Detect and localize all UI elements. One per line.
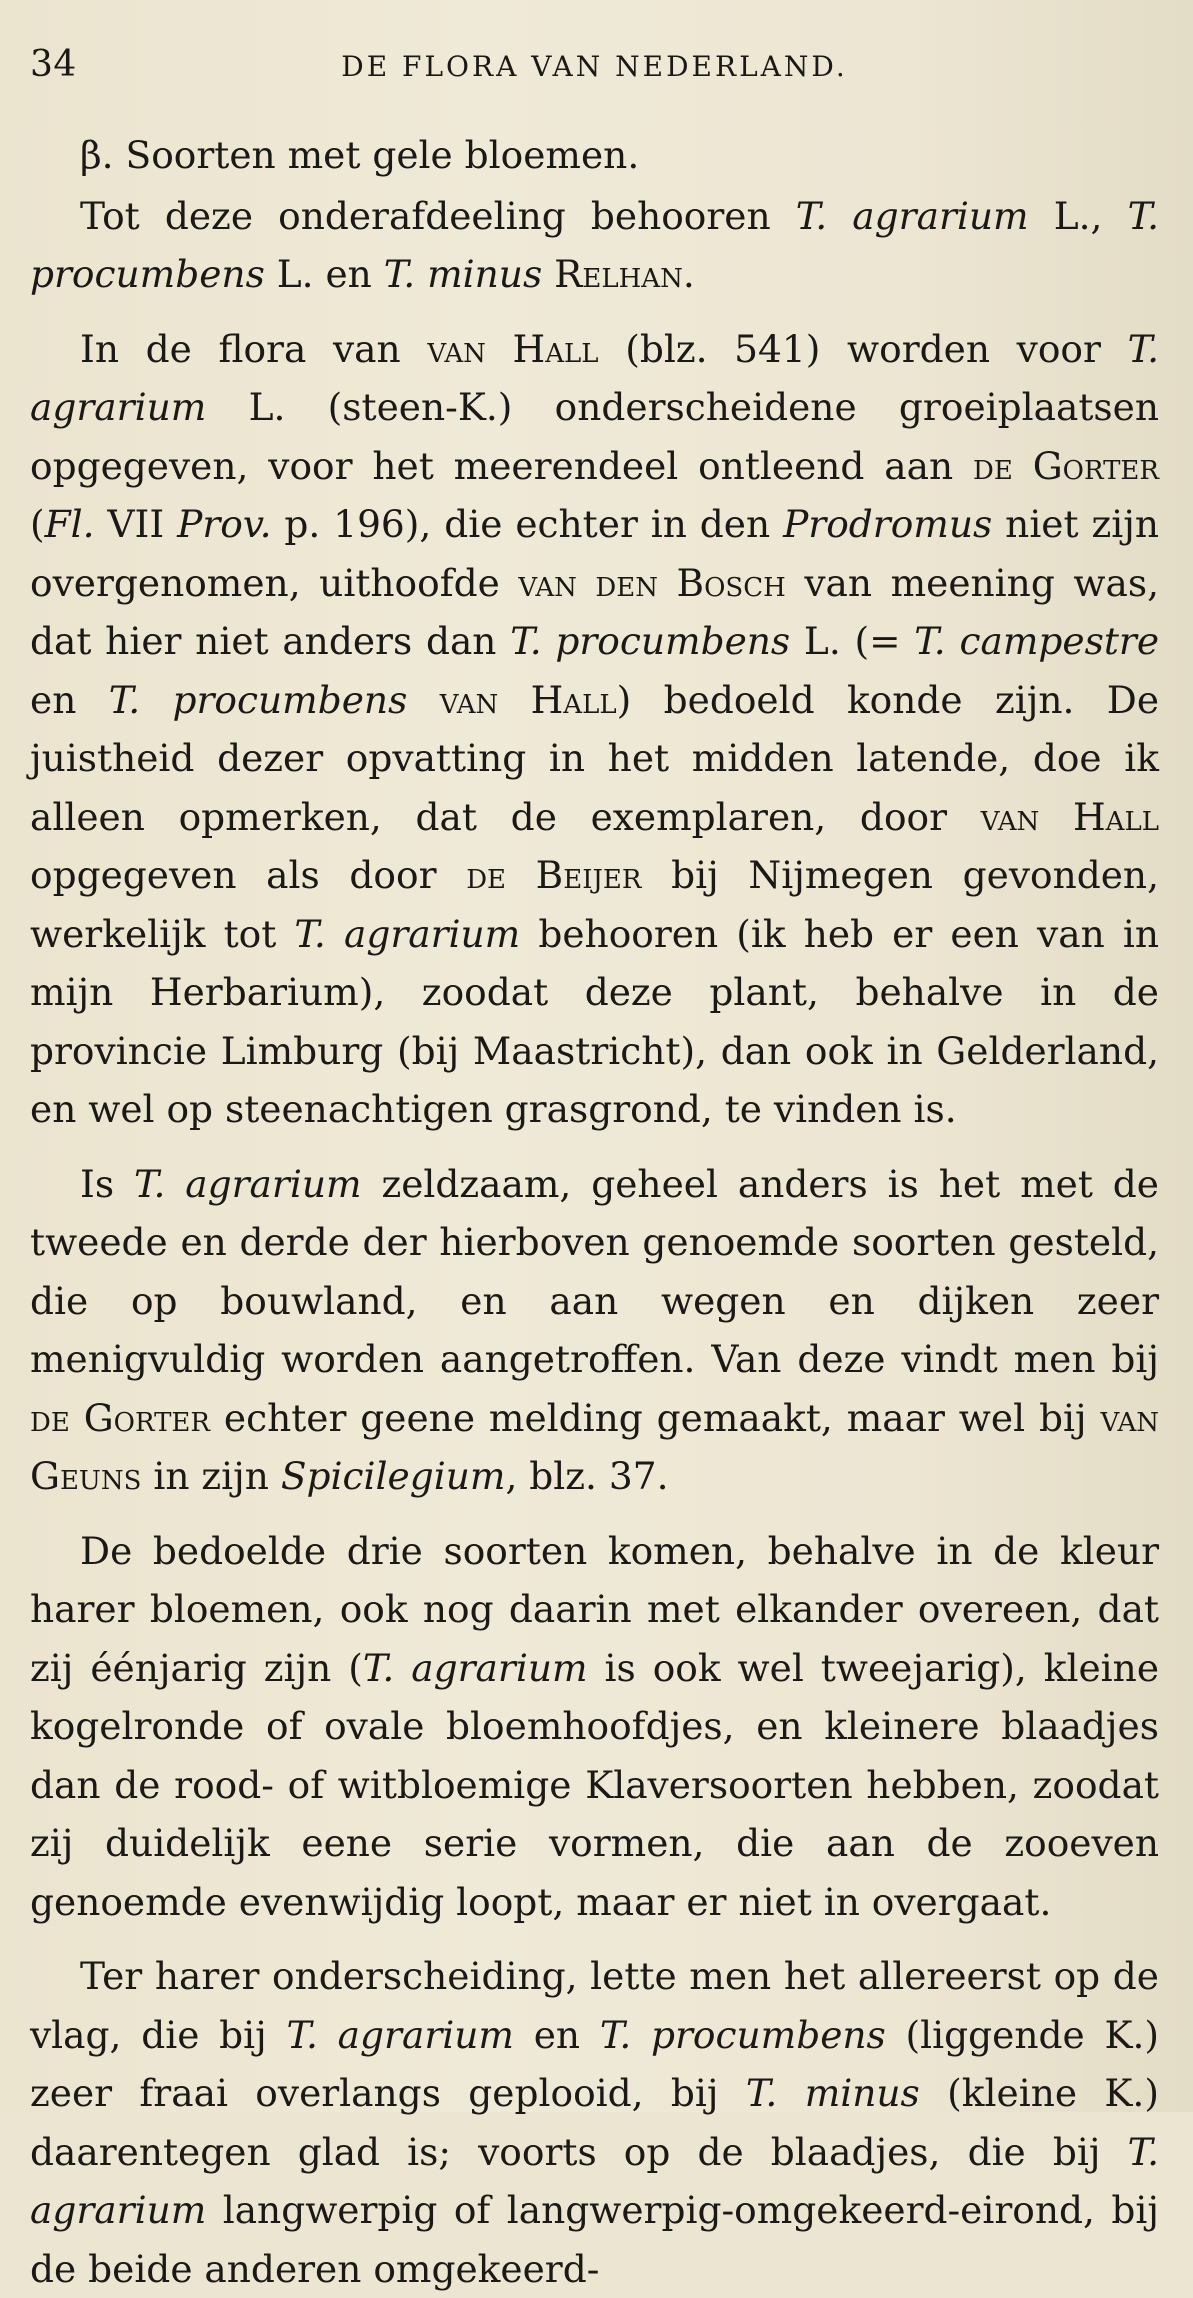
- text-run: De bedoelde drie soorten komen, behalve in de kleur harer bloemen, ook nog daarin met elkander overeen, dat zij éénjarig zijn (: [30, 1528, 1159, 1690]
- body-paragraph: [30, 320, 1159, 1139]
- text-run: opgegeven als door: [30, 853, 467, 897]
- italic-term: T. minus: [383, 252, 543, 296]
- author-name: de Gorter: [30, 1395, 210, 1440]
- text-run: (: [30, 502, 45, 546]
- italic-term: T. procumbens: [599, 2012, 886, 2057]
- text-run: behooren (ik heb er een van in mijn Herbarium), zoodat deze plant, behalve in de provincie Limburg (bij Maastricht), dan ook in Gelderland, en wel op steenachtigen grasgrond, te vinden is.: [30, 911, 1159, 1131]
- text-run: VII: [94, 502, 178, 546]
- text-run: [542, 252, 554, 296]
- text-run: en: [513, 2012, 600, 2057]
- body-paragraph: [30, 1155, 1159, 1506]
- body-paragraph: [30, 1522, 1159, 1932]
- text-run: is ook wel tweejarig), kleine kogelronde of ovale bloemhoofdjes, en kleinere blaadjes dan de rood- of witbloemige Klaversoorten hebben, zoodat zij duidelijk eene serie vormen, die aan de zooeven genoemde evenwijdig loopt, maar er niet in overgaat.: [30, 1645, 1160, 1924]
- italic-term: T. minus: [745, 2071, 920, 2115]
- body-paragraph: [30, 1947, 1159, 2298]
- text-run: In de flora van: [80, 326, 428, 371]
- text-run: zeldzaam, geheel anders is het met de tweede en derde der hierboven genoemde soorten gesteld, die op bouwland, en aan wegen en dijken zeer menigvuldig worden aangetroffen. Van deze vindt men bij: [30, 1161, 1159, 1381]
- italic-term: T. agrarium: [133, 1161, 362, 1206]
- italic-term: Prodromus: [783, 502, 993, 546]
- author-name: Relhan: [554, 252, 683, 296]
- author-name: van den Bosch: [518, 560, 786, 605]
- text-run: ) bedoeld konde zijn. De juistheid dezer opvatting in het midden latende, doe ik alleen opmerken, dat de exemplaren, door: [30, 677, 1160, 839]
- text-run: L. (=: [790, 619, 915, 663]
- text-run: in zijn: [141, 1454, 281, 1498]
- text-run: (liggende K.) zeer fraai overlangs geplooid, bij: [30, 2012, 1160, 2115]
- text-run: , blz. 37.: [505, 1454, 669, 1498]
- italic-term: T. procumbens: [108, 677, 408, 722]
- text-run: L. (steen-K.) onderscheidene groeiplaatsen opgegeven, voor het meerendeel ontleend aan: [30, 385, 1159, 488]
- page-body: [30, 126, 1159, 2298]
- text-run: (kleine K.) daarentegen glad is; voorts op de blaadjes, die bij: [30, 2071, 1159, 2174]
- page-header: [30, 44, 1159, 98]
- running-title: DE FLORA VAN NEDERLAND.: [341, 50, 848, 83]
- author-name: van Hall: [427, 326, 599, 371]
- text-run: niet zijn overgenomen, uithoofde: [30, 502, 1159, 605]
- text-run: echter geene melding gemaakt, maar wel bij: [210, 1395, 1101, 1440]
- italic-term: T. agrarium: [286, 2012, 514, 2057]
- author-name: de Beijer: [466, 853, 642, 897]
- text-run: .: [682, 252, 695, 296]
- text-run: L. en: [264, 252, 384, 296]
- italic-term: T. campestre: [914, 619, 1160, 663]
- italic-term: T. agrarium: [30, 326, 1159, 429]
- page-number: 34: [30, 44, 77, 85]
- author-name: van Hall: [439, 677, 617, 722]
- body-paragraph: [30, 187, 1159, 304]
- italic-term: T. agrarium: [30, 2129, 1159, 2232]
- italic-term: T. agrarium: [362, 1645, 588, 1690]
- text-run: Is: [80, 1161, 134, 1206]
- italic-term: Prov.: [177, 502, 272, 546]
- author-name: van Geuns: [30, 1395, 1159, 1498]
- author-name: van Hall: [980, 794, 1159, 839]
- italic-term: T. agrarium: [795, 193, 1029, 238]
- text-run: Ter harer onderscheiding, lette men het allereerst op de vlag, die bij: [30, 1954, 1159, 2057]
- italic-term: T. agrarium: [294, 911, 521, 956]
- text-run: L.,: [1028, 193, 1128, 238]
- text-run: β. Soorten met gele bloemen.: [80, 133, 640, 177]
- author-name: de Gorter: [973, 443, 1159, 488]
- section-subheading: [30, 126, 1159, 185]
- italic-term: T. procumbens: [30, 193, 1159, 296]
- text-run: bij Nijmegen gevonden, werkelijk tot: [30, 853, 1159, 956]
- text-run: p. 196), die echter in den: [271, 502, 784, 546]
- text-run: Tot deze onderafdeeling behooren: [80, 193, 796, 238]
- text-run: (blz. 541) worden voor: [598, 326, 1128, 371]
- italic-term: T. procumbens: [510, 619, 791, 663]
- text-run: langwerpig of langwerpig-omgekeerd-eirond, bij de beide anderen omgekeerd-: [30, 2188, 1159, 2291]
- text-run: [407, 678, 439, 722]
- text-run: en: [30, 677, 109, 722]
- italic-term: Spicilegium: [280, 1454, 506, 1498]
- italic-term: Fl.: [44, 502, 95, 546]
- text-run: van meening was, dat hier niet anders dan: [30, 560, 1159, 663]
